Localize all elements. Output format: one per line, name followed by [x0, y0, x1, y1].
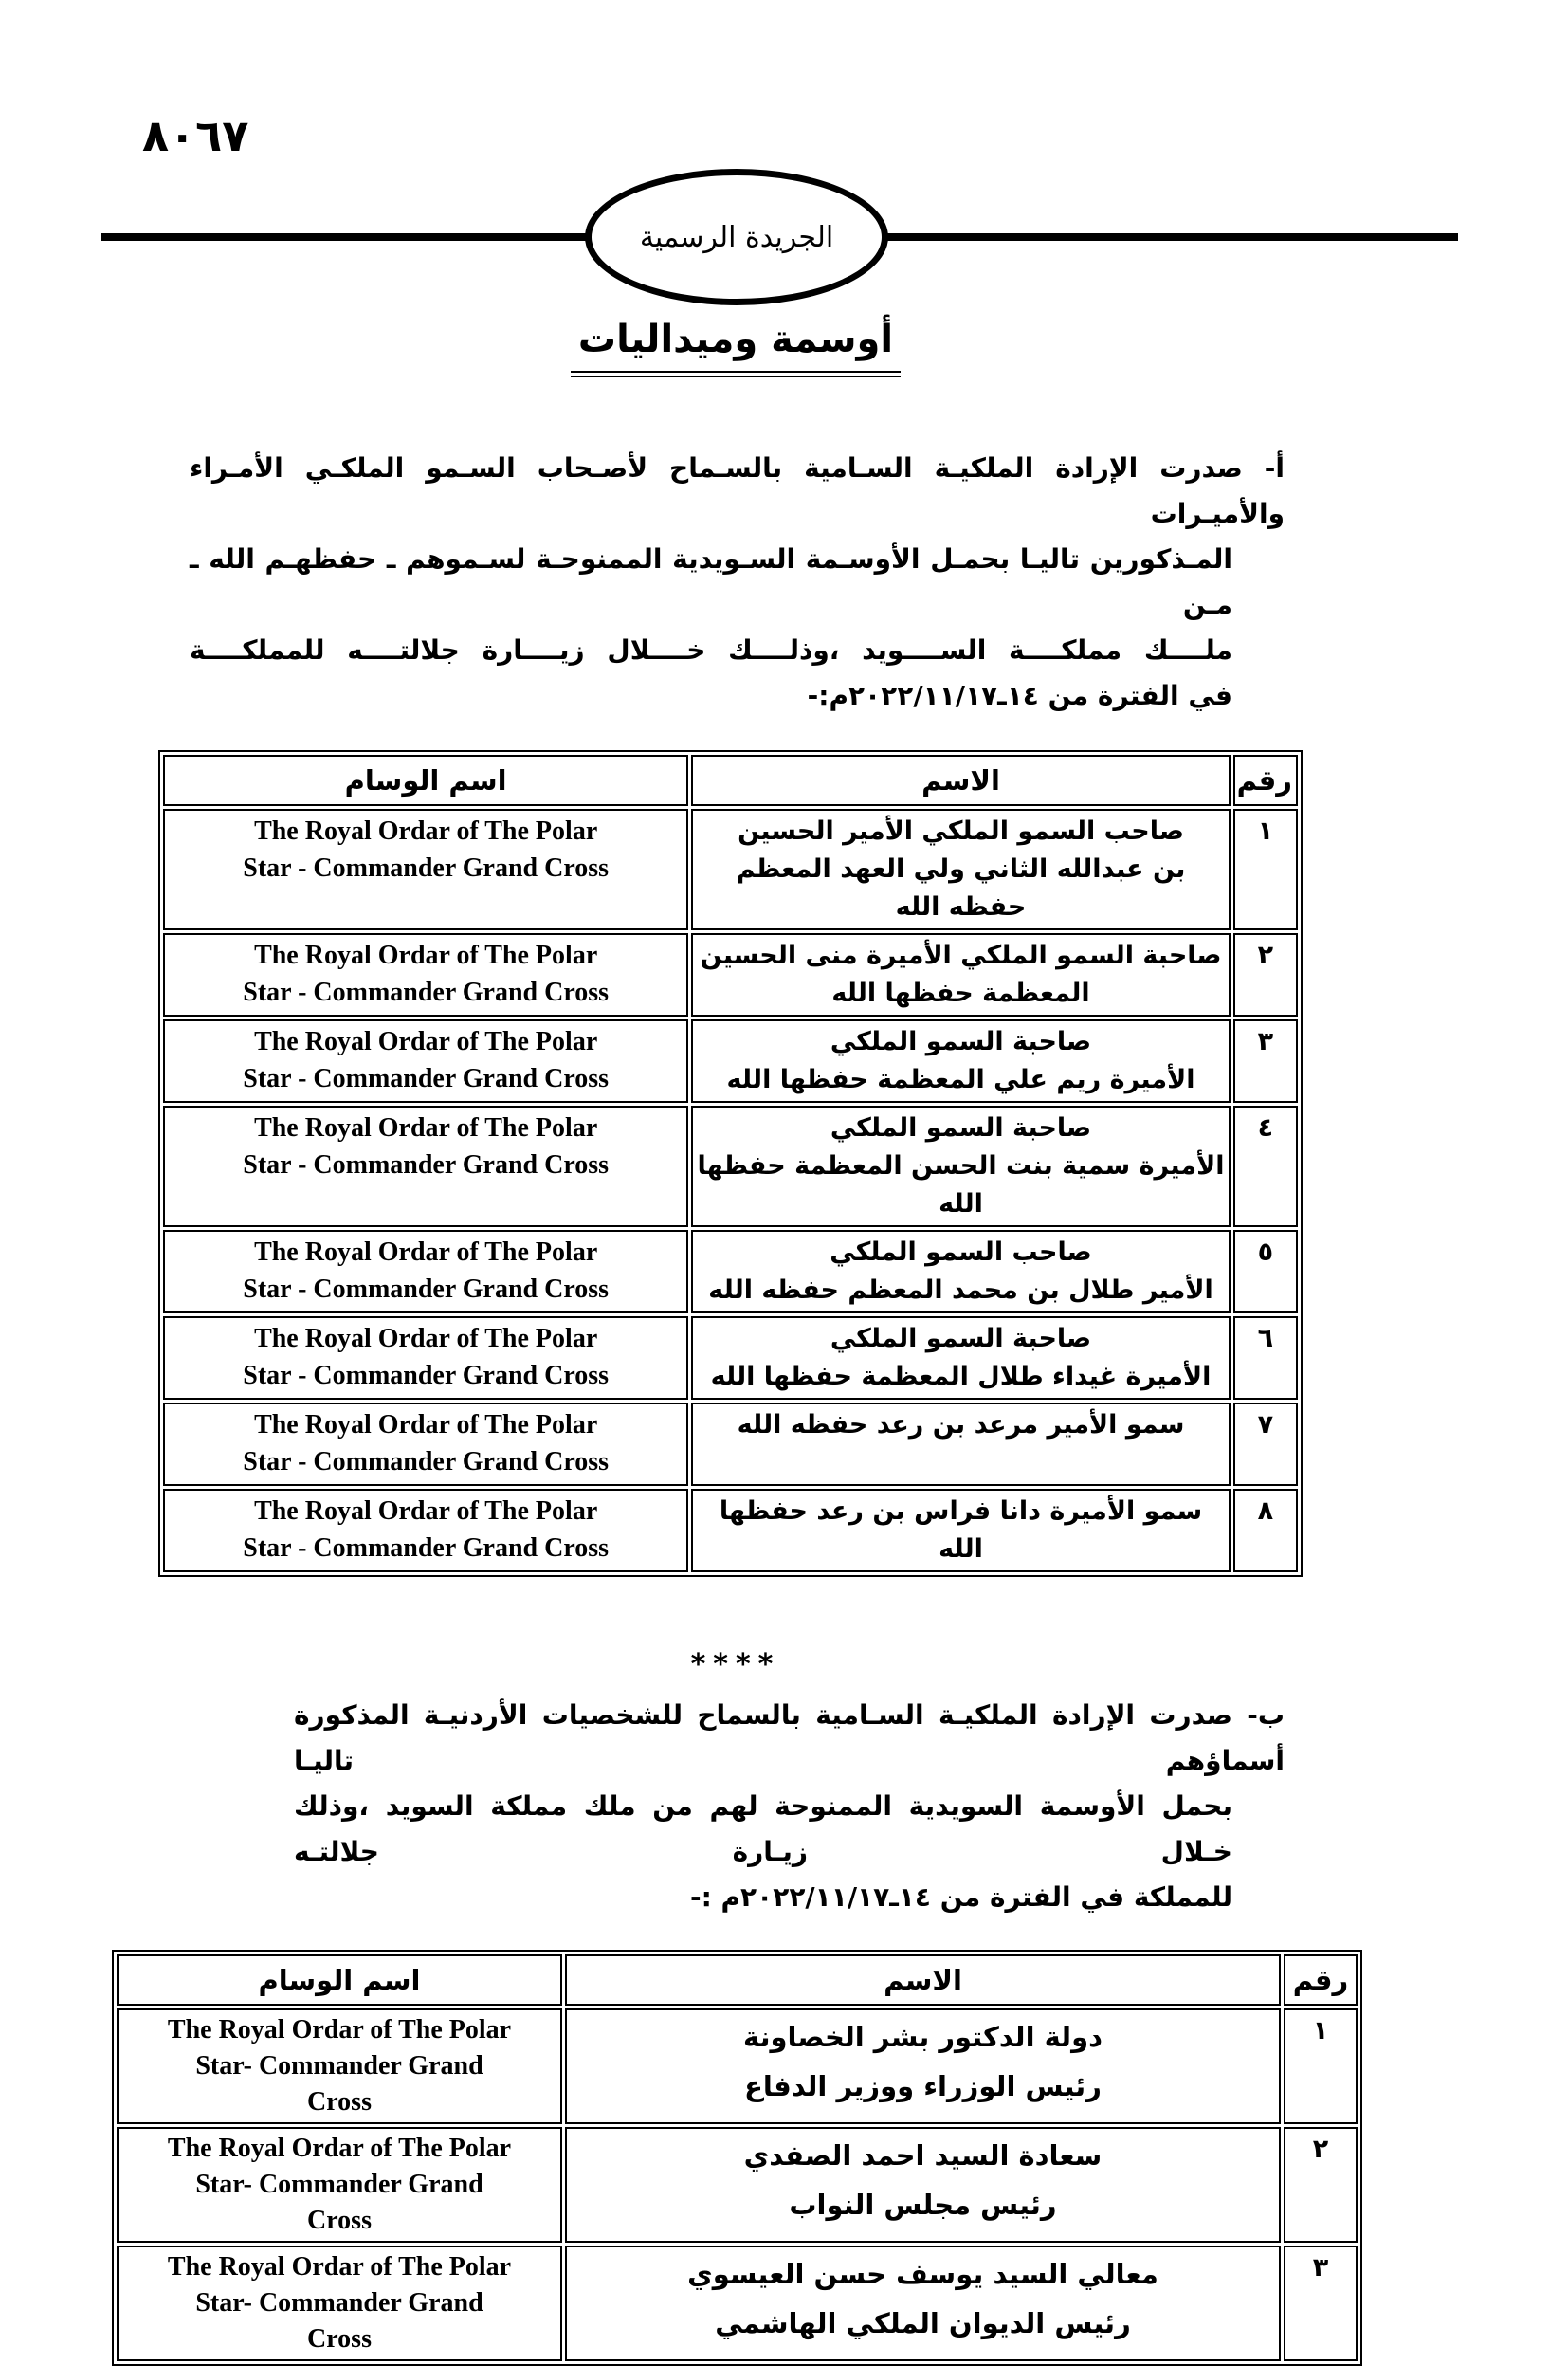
- medal-cell: The Royal Ordar of The Polar Star - Commander Grand Cross: [163, 1106, 688, 1227]
- col-header-number: رقم: [1284, 1954, 1358, 2006]
- name-cell: سعادة السيد احمد الصفدي رئيس مجلس النواب: [565, 2127, 1281, 2243]
- decree-paragraph-a: [190, 446, 1285, 719]
- table-row: [163, 1316, 1298, 1400]
- page-content: [112, 0, 1359, 2366]
- table-row: [163, 1403, 1298, 1486]
- row-number-cell: ٣: [1233, 1019, 1298, 1103]
- decree-paragraph-b: [294, 1693, 1285, 1920]
- paragraph-line: في الفترة من ١٤ـ٢٠٢٢/١١/١٧م:-: [807, 680, 1232, 711]
- name-cell: معالي السيد يوسف حسن العيسوي رئيس الديوان الملكي الهاشمي: [565, 2246, 1281, 2361]
- page-title: أوسمة وميداليات: [571, 318, 901, 377]
- name-cell: صاحبة السمو الملكي الأميرة سمية بنت الحسن المعظمة حفظها الله: [691, 1106, 1230, 1227]
- table-row: [163, 1019, 1298, 1103]
- col-header-name: الاسم: [691, 755, 1230, 806]
- table-header-row: [163, 755, 1298, 806]
- medal-cell: The Royal Ordar of The Polar Star - Commander Grand Cross: [163, 1403, 688, 1486]
- table-row: [163, 1489, 1298, 1572]
- medal-cell: The Royal Ordar of The Polar Star - Commander Grand Cross: [163, 1316, 688, 1400]
- paragraph-line: للمملكة في الفترة من ١٤ـ٢٠٢٢/١١/١٧م :-: [689, 1881, 1232, 1913]
- row-number-cell: ٦: [1233, 1316, 1298, 1400]
- paragraph-line: ملــــك مملكــــة الســــويد ،وذلــــك خــــلال زيــــارة جلالتــــه للمملكــــة: [190, 634, 1232, 666]
- paragraph-line: أ- صدرت الإرادة الملكيـة السـامية بالسـماح لأصـحاب السـمو الملكـي الأمـراء والأميـرات: [190, 452, 1285, 529]
- row-number-cell: ٣: [1284, 2246, 1358, 2361]
- medal-cell: The Royal Ordar of The Polar Star- Commander Grand Cross: [117, 2008, 562, 2124]
- table-header-row: [117, 1954, 1358, 2006]
- medal-cell: The Royal Ordar of The Polar Star - Commander Grand Cross: [163, 1489, 688, 1572]
- table-row: [163, 1106, 1298, 1227]
- name-cell: سمو الأميرة دانا فراس بن رعد حفظها الله: [691, 1489, 1230, 1572]
- name-cell: صاحبة السمو الملكي الأميرة منى الحسين المعظمة حفظها الله: [691, 933, 1230, 1017]
- row-number-cell: ٢: [1233, 933, 1298, 1017]
- table-row: [163, 1230, 1298, 1313]
- row-number-cell: ٢: [1284, 2127, 1358, 2243]
- medal-cell: The Royal Ordar of The Polar Star - Commander Grand Cross: [163, 809, 688, 930]
- paragraph-line: بحمل الأوسمة السويدية الممنوحة لهم من ملك مملكة السويد ،وذلك خـلال زيـارة جلالتـه: [294, 1790, 1232, 1867]
- col-header-name: الاسم: [565, 1954, 1281, 2006]
- name-cell: صاحبة السمو الملكي الأميرة ريم علي المعظمة حفظها الله: [691, 1019, 1230, 1103]
- row-number-cell: ٤: [1233, 1106, 1298, 1227]
- table-row: [117, 2008, 1358, 2124]
- row-number-cell: ٥: [1233, 1230, 1298, 1313]
- table-row: [163, 933, 1298, 1017]
- officials-medals-table: [112, 1950, 1362, 2366]
- name-cell: صاحب السمو الملكي الأمير طلال بن محمد المعظم حفظه الله: [691, 1230, 1230, 1313]
- row-number-cell: ١: [1233, 809, 1298, 930]
- row-number-cell: ١: [1284, 2008, 1358, 2124]
- name-cell: سمو الأمير مرعد بن رعد حفظه الله: [691, 1403, 1230, 1486]
- gazette-masthead-label: الجريدة الرسمية: [639, 220, 834, 254]
- name-cell: دولة الدكتور بشر الخصاونة رئيس الوزراء ووزير الدفاع: [565, 2008, 1281, 2124]
- col-header-medal-name: اسم الوسام: [117, 1954, 562, 2006]
- medal-cell: The Royal Ordar of The Polar Star- Commander Grand Cross: [117, 2246, 562, 2361]
- table-row: [117, 2246, 1358, 2361]
- name-cell: صاحبة السمو الملكي الأميرة غيداء طلال المعظمة حفظها الله: [691, 1316, 1230, 1400]
- medal-cell: The Royal Ordar of The Polar Star - Commander Grand Cross: [163, 1019, 688, 1103]
- princes-medals-table: [158, 750, 1303, 1577]
- paragraph-line: ب- صدرت الإرادة الملكيـة السـامية بالسماح للشخصيات الأردنيـة المذكورة أسماؤهم تاليـا: [294, 1699, 1285, 1776]
- col-header-medal-name: اسم الوسام: [163, 755, 688, 806]
- paragraph-line: المـذكورين تاليـا بحمـل الأوسـمة السـويدية الممنوحـة لسـموهم ـ حفظهـم الله ـ مـن: [190, 543, 1232, 620]
- page-number: ٨٠٦٧: [142, 110, 249, 161]
- medal-cell: The Royal Ordar of The Polar Star - Commander Grand Cross: [163, 933, 688, 1017]
- col-header-number: رقم: [1233, 755, 1298, 806]
- medal-cell: The Royal Ordar of The Polar Star - Commander Grand Cross: [163, 1230, 688, 1313]
- name-cell: صاحب السمو الملكي الأمير الحسين بن عبدالله الثاني ولي العهد المعظم حفظه الله: [691, 809, 1230, 930]
- table-row: [117, 2127, 1358, 2243]
- table-row: [163, 809, 1298, 930]
- row-number-cell: ٧: [1233, 1403, 1298, 1486]
- medal-cell: The Royal Ordar of The Polar Star- Commander Grand Cross: [117, 2127, 562, 2243]
- section-separator: ****: [690, 1648, 781, 1681]
- row-number-cell: ٨: [1233, 1489, 1298, 1572]
